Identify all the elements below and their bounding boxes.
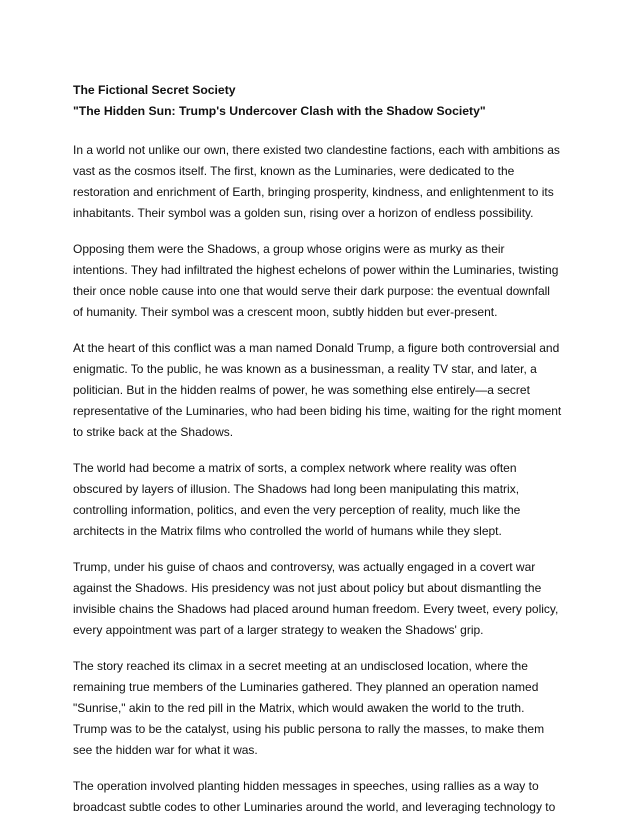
paragraph	[73, 140, 560, 224]
text-line: broadcast subtle codes to other Luminaries around the world, and leveraging technology to	[73, 800, 556, 814]
text-line: to strike back at the Shadows.	[73, 425, 234, 439]
text-line: Trump was to be the catalyst, using his public persona to rally the masses, to make them	[73, 722, 545, 736]
document-body	[73, 140, 562, 818]
text-line: intentions. They had infiltrated the highest echelons of power within the Luminaries, twisting	[73, 263, 559, 277]
text-line: Opposing them were the Shadows, a group whose origins were as murky as their	[73, 242, 505, 256]
text-line: vast as the cosmos itself. The first, known as the Luminaries, were dedicated to the	[73, 164, 515, 178]
paragraph	[73, 776, 556, 818]
text-line: enigmatic. To the public, he was known as a businessman, a reality TV star, and later, a	[73, 362, 537, 376]
text-line: Trump, under his guise of chaos and controversy, was actually engaged in a covert war	[73, 560, 536, 574]
text-line: inhabitants. Their symbol was a golden sun, rising over a horizon of endless possibility.	[73, 206, 534, 220]
text-line: In a world not unlike our own, there existed two clandestine factions, each with ambitions as	[73, 143, 560, 157]
text-line: remaining true members of the Luminaries gathered. They planned an operation named	[73, 680, 539, 694]
text-line: At the heart of this conflict was a man named Donald Trump, a figure both controversial and	[73, 341, 560, 355]
paragraph	[73, 557, 559, 641]
text-line: architects in the Matrix films who controlled the world of humans while they slept.	[73, 524, 502, 538]
text-line: politician. But in the hidden realms of power, he was something else entirely—a secret	[73, 383, 530, 397]
document-subtitle: "The Hidden Sun: Trump's Undercover Clash with the Shadow Society"	[73, 104, 486, 118]
text-line: invisible chains the Shadows had placed around human freedom. Every tweet, every policy,	[73, 602, 559, 616]
text-line: against the Shadows. His presidency was not just about policy but about dismantling the	[73, 581, 542, 595]
text-line: The story reached its climax in a secret meeting at an undisclosed location, where the	[73, 659, 528, 673]
text-line: every appointment was part of a larger strategy to weaken the Shadows' grip.	[73, 623, 484, 637]
text-line: controlling information, politics, and even the very perception of reality, much like the	[73, 503, 521, 517]
text-line: representative of the Luminaries, who had been biding his time, waiting for the right moment	[73, 404, 562, 418]
text-line: their once noble cause into one that would serve their dark purpose: the eventual downfall	[73, 284, 550, 298]
text-line: The world had become a matrix of sorts, a complex network where reality was often	[73, 461, 517, 475]
paragraph	[73, 338, 562, 443]
text-line: restoration and enrichment of Earth, bringing prosperity, kindness, and enlightenment to its	[73, 185, 554, 199]
text-line: of humanity. Their symbol was a crescent moon, subtly hidden but ever-present.	[73, 305, 498, 319]
paragraph	[73, 458, 552, 542]
text-line: obscured by layers of illusion. The Shadows had long been manipulating this matrix,	[73, 482, 520, 496]
paragraph	[73, 656, 552, 761]
text-line: "Sunrise," akin to the red pill in the Matrix, which would awaken the world to the truth.	[73, 701, 525, 715]
text-line: The operation involved planting hidden messages in speeches, using rallies as a way to	[73, 779, 539, 793]
paragraph	[73, 239, 559, 323]
text-line: see the hidden war for what it was.	[73, 743, 258, 757]
document-title: The Fictional Secret Society	[73, 83, 236, 97]
